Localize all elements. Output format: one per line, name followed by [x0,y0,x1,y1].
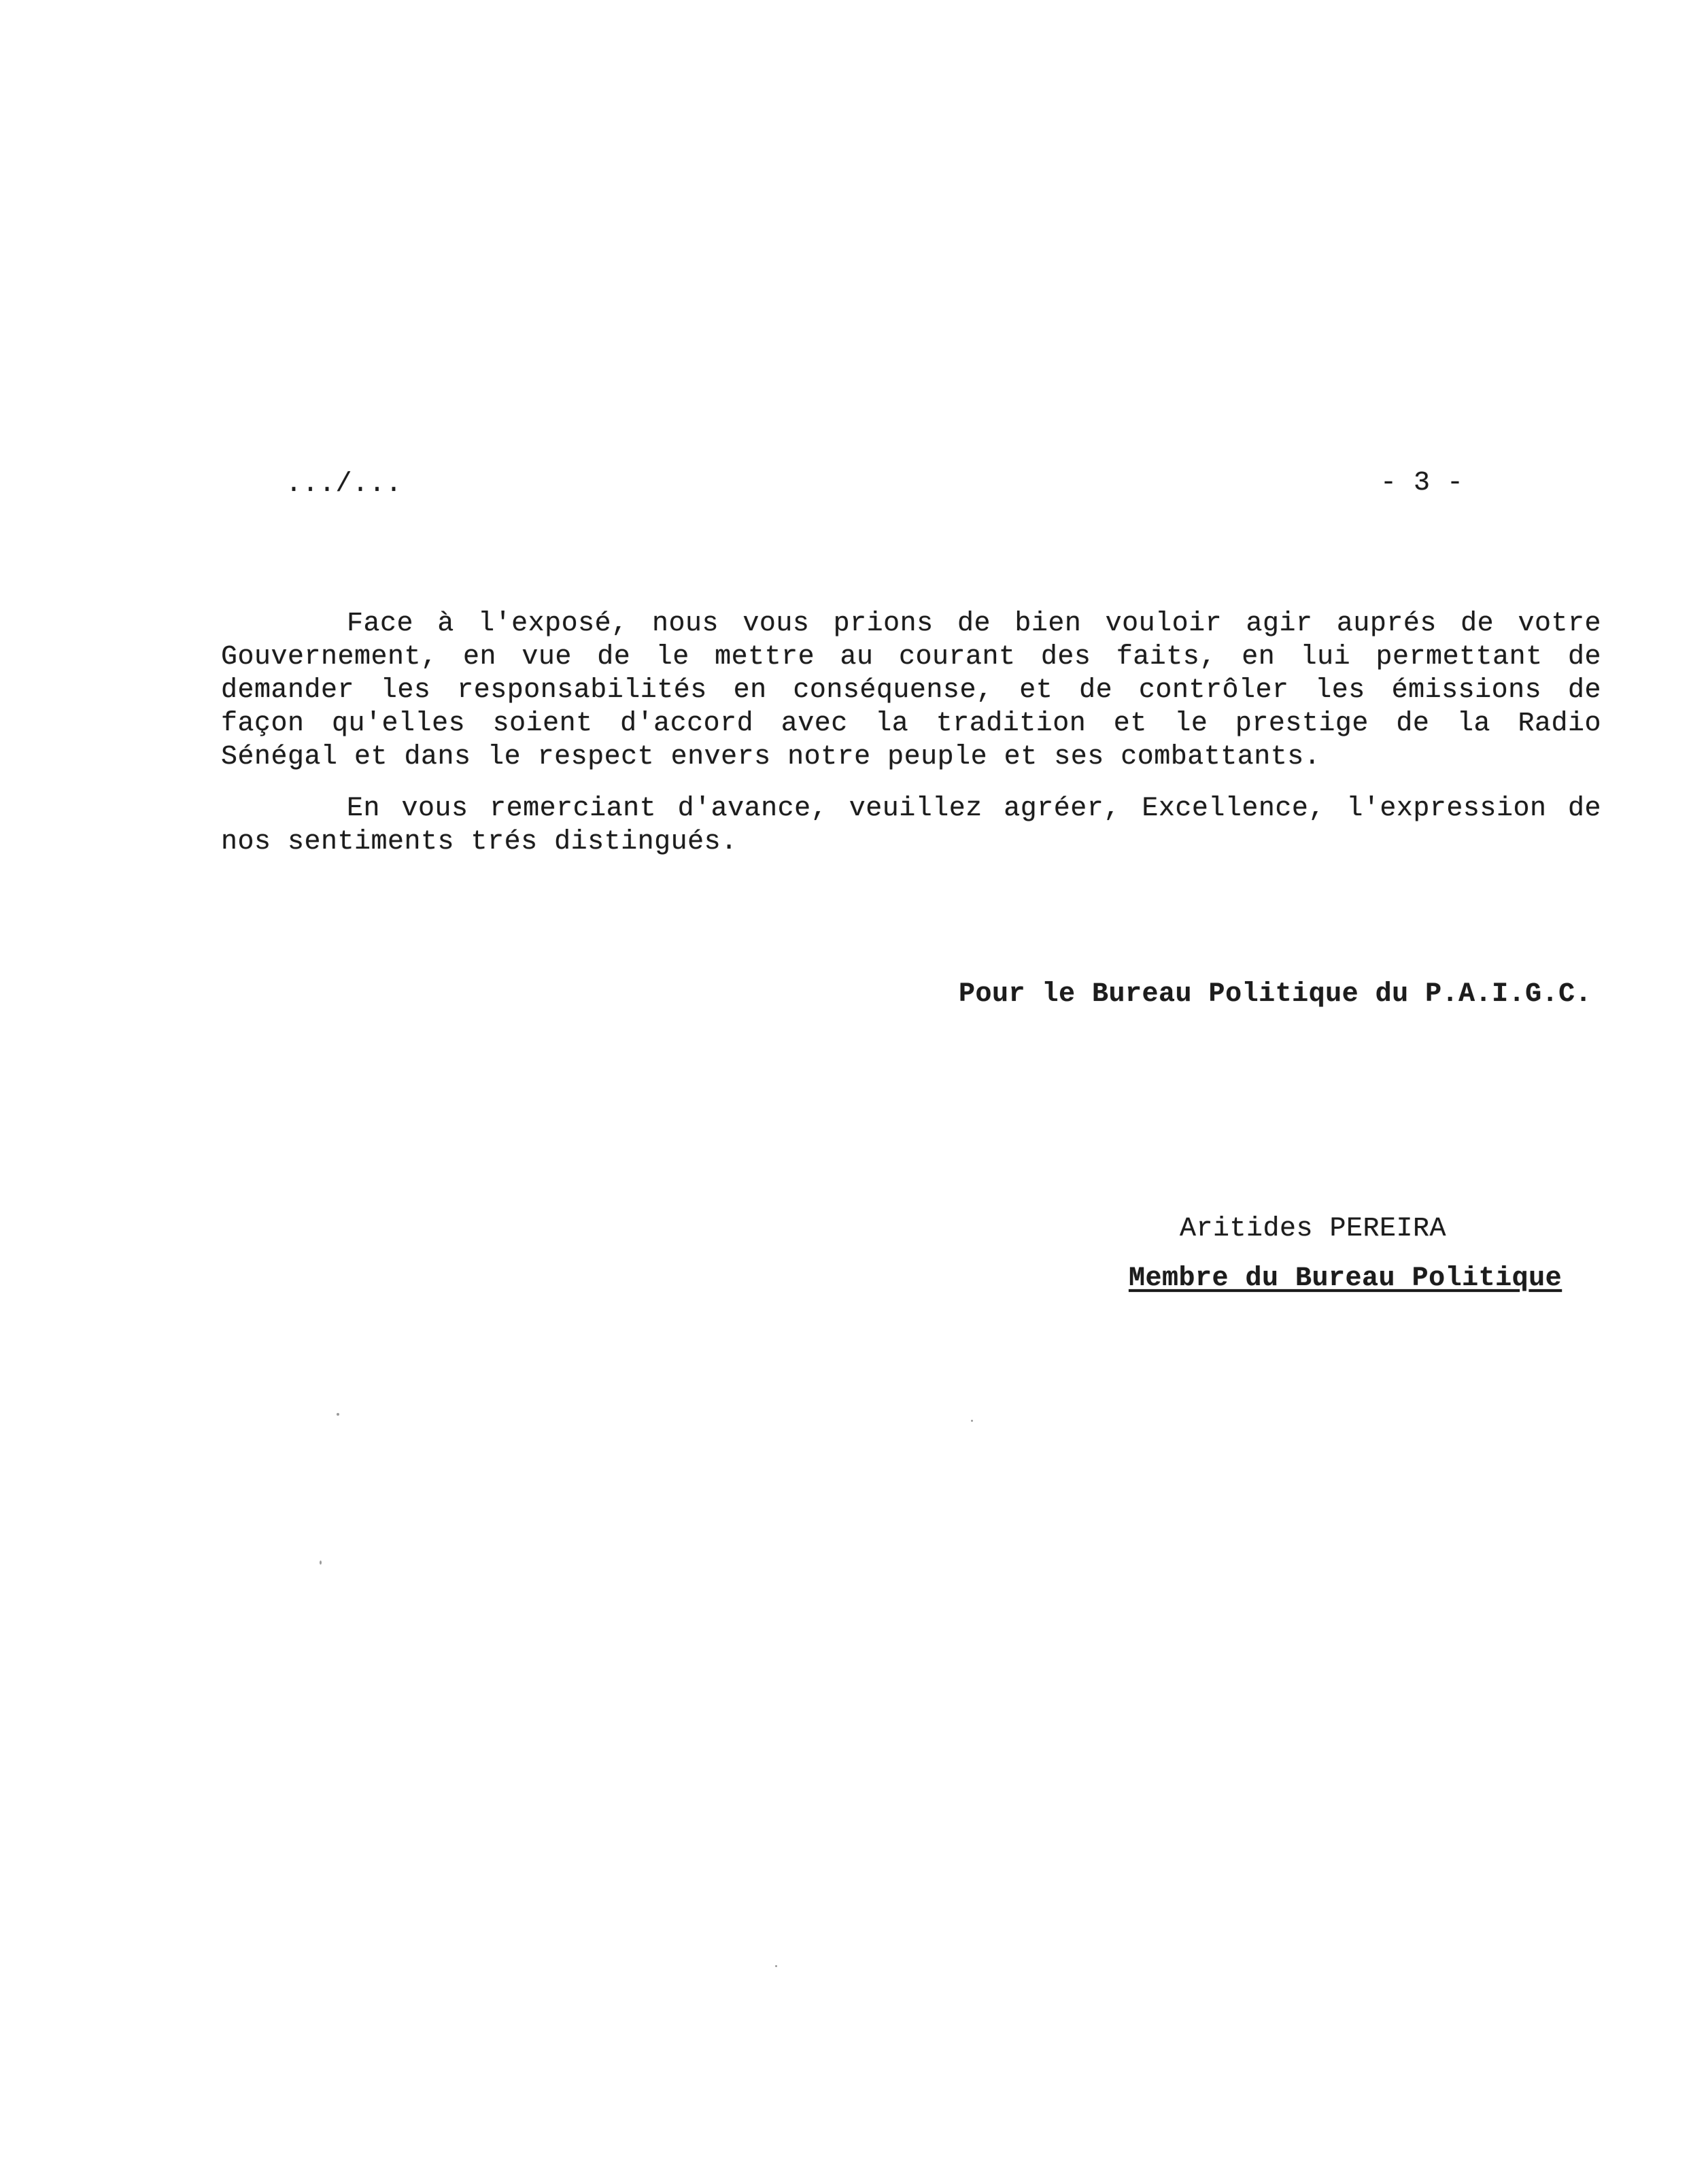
scan-speck [971,1420,973,1422]
signer-title: Membre du Bureau Politique [1129,1263,1562,1294]
scan-speck [320,1561,322,1565]
page-number: - 3 - [1380,468,1464,498]
body-paragraph-1: Face à l'exposé, nous vous prions de bien vouloir agir auprés de votre Gouvernement, en vue de le mettre au courant des faits, en lui permettant de demander les responsabilités en conséquense, et de contrôler les émissions de façon qu'elles soient d'accord avec la tradition et le prestige de la Radio Sénégal et dans le respect envers notre peuple et ses combattants. [221,609,1601,772]
continuation-mark: .../... [286,469,403,500]
scan-speck [775,1965,777,1967]
signer-name: Aritides PEREIRA [1180,1214,1447,1244]
scan-speck [337,1413,339,1416]
body-paragraph-2: En vous remerciant d'avance, veuillez agréer, Excellence, l'expression de nos sentiments trés distingués. [221,794,1601,857]
closing-line: Pour le Bureau Politique du P.A.I.G.C. [959,979,1592,1010]
